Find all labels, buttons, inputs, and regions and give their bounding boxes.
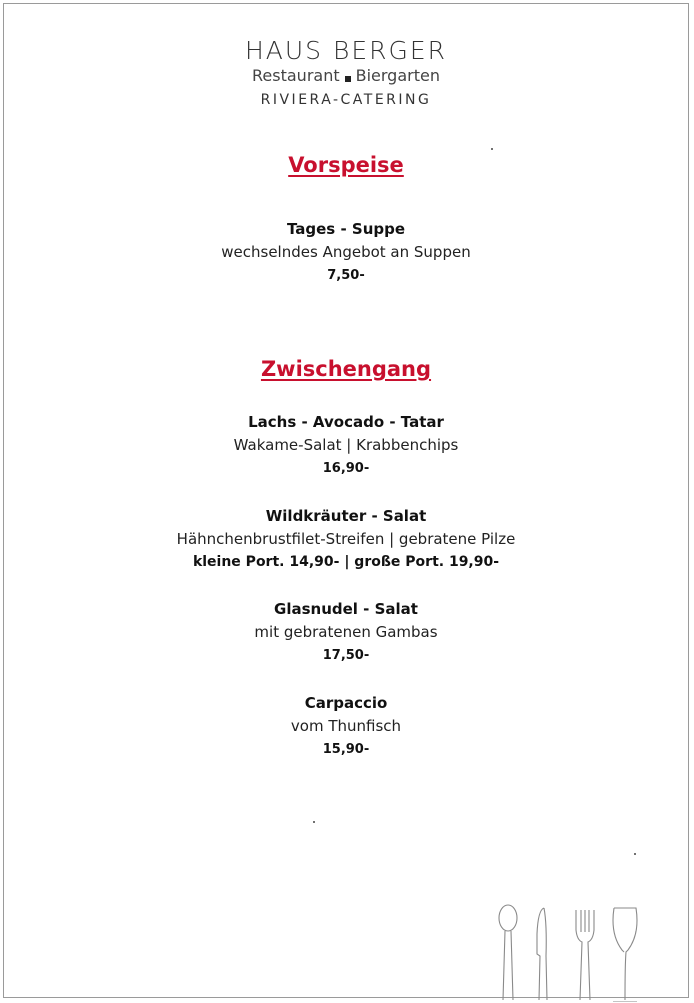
brand-name: HAUS BERGER	[244, 36, 448, 65]
brand-subtitle	[252, 66, 440, 86]
menu-item	[4, 505, 688, 574]
section-title: Zwischengang	[260, 357, 432, 381]
section-zwischengang	[4, 357, 688, 381]
square-bullet-icon	[345, 76, 351, 82]
menu-item	[4, 411, 688, 480]
item-name: Carpaccio	[304, 694, 388, 712]
item-name: Glasnudel - Salat	[274, 600, 418, 618]
subtitle-biergarten: Biergarten	[355, 66, 440, 85]
subtitle-restaurant: Restaurant	[252, 66, 340, 85]
item-description: mit gebratenen Gambas	[254, 623, 438, 641]
item-description: vom Thunfisch	[290, 717, 402, 735]
item-description: Wakame-Salat | Krabbenchips	[233, 436, 459, 454]
item-description: Hähnchenbrustfilet-Streifen | gebratene Pilze	[176, 530, 516, 548]
item-description: wechselndes Angebot an Suppen	[221, 243, 471, 261]
speck-dot	[634, 853, 636, 855]
section-vorspeise	[4, 153, 688, 177]
menu-page	[3, 3, 689, 998]
catering-label: RIVIERA-CATERING	[260, 92, 432, 108]
item-name: Lachs - Avocado - Tatar	[248, 413, 444, 431]
speck-dot	[313, 821, 315, 823]
menu-item	[4, 692, 688, 761]
restaurant-header	[4, 36, 688, 108]
item-price: 16,90-	[322, 461, 370, 476]
item-name: Tages - Suppe	[286, 220, 406, 238]
menu-item	[4, 598, 688, 667]
item-price: 7,50-	[327, 268, 365, 283]
menu-item	[4, 218, 688, 287]
speck-dot	[491, 148, 493, 150]
item-price: 17,50-	[322, 648, 370, 663]
cutlery-icon	[494, 904, 644, 1002]
item-price: kleine Port. 14,90- | große Port. 19,90-	[192, 554, 500, 570]
item-price: 15,90-	[322, 742, 370, 757]
item-name: Wildkräuter - Salat	[265, 507, 427, 525]
section-title: Vorspeise	[288, 153, 404, 177]
